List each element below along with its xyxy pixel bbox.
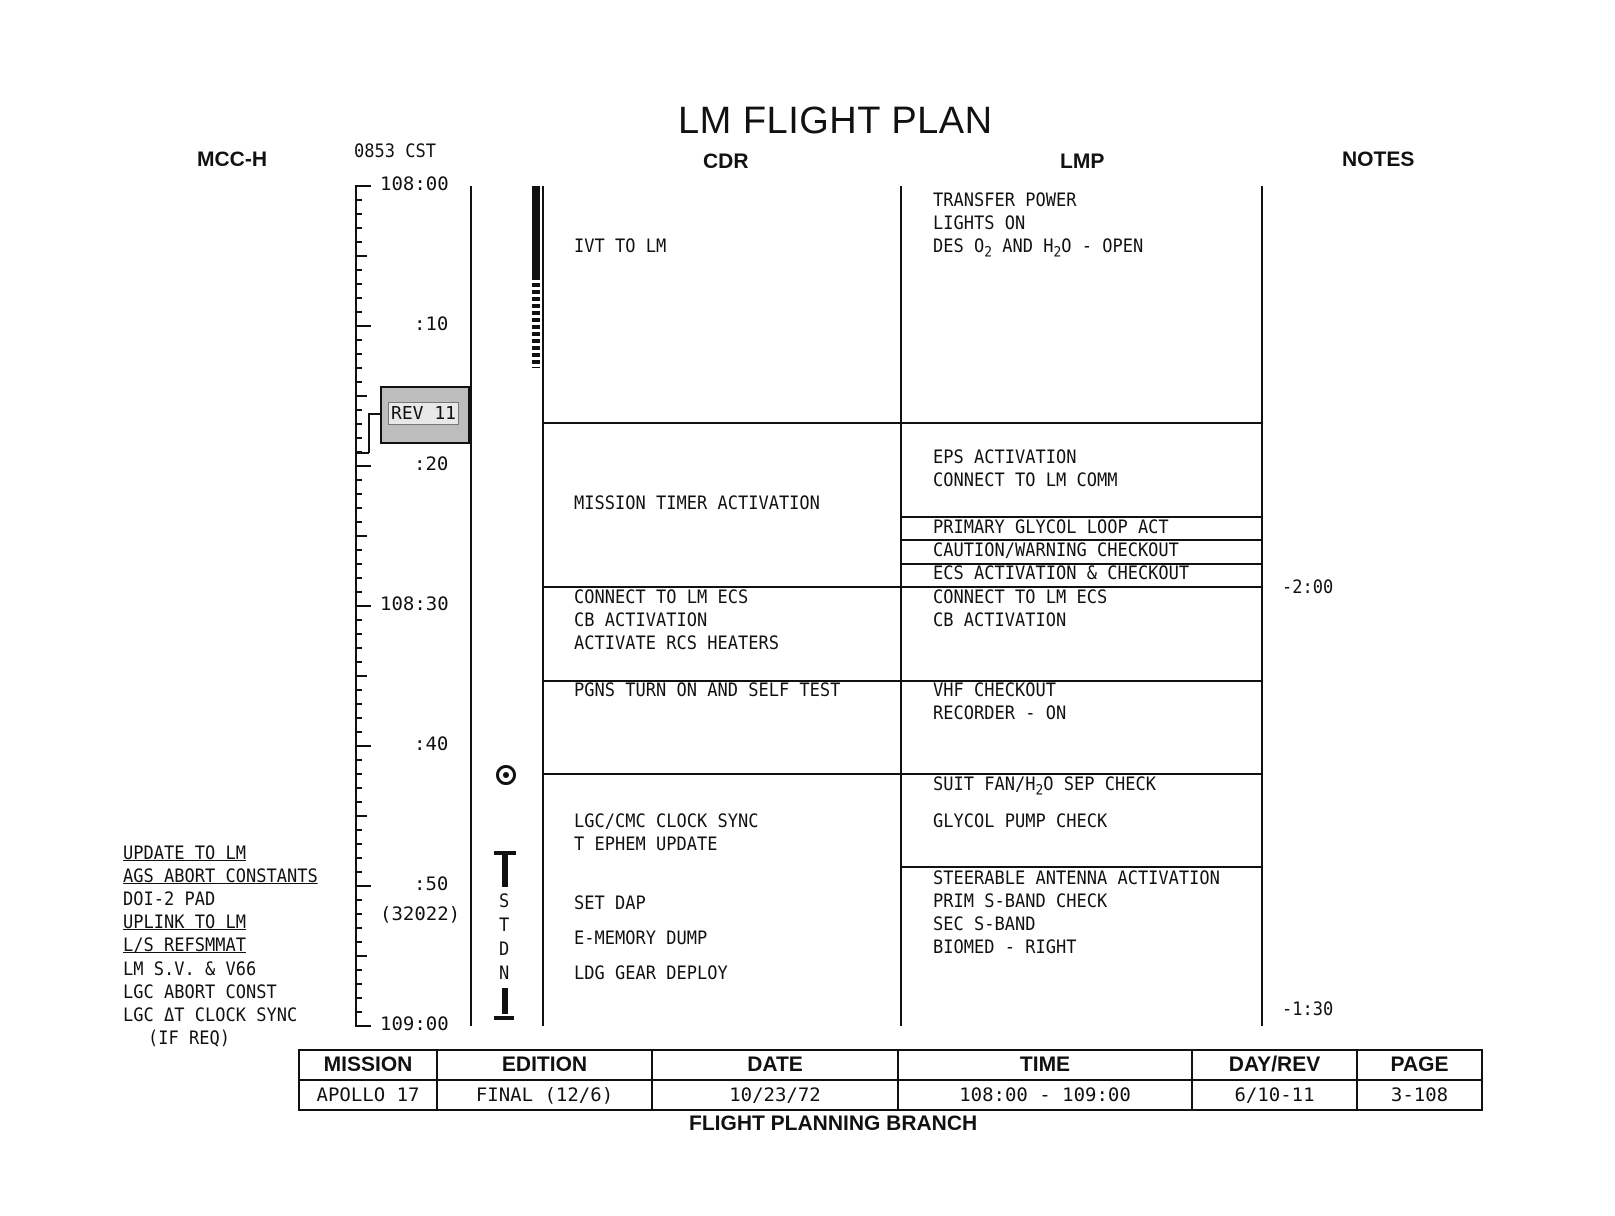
orbit-number: (32022) bbox=[380, 903, 461, 925]
time-tick bbox=[355, 423, 362, 425]
mcc-line-9: (IF REQ) bbox=[148, 1028, 230, 1049]
time-tick bbox=[355, 479, 362, 481]
time-tick bbox=[355, 241, 362, 243]
station-bar bbox=[502, 851, 508, 887]
footer-edition-header: EDITION bbox=[437, 1050, 652, 1080]
cdr-ldg-gear: LDG GEAR DEPLOY bbox=[574, 963, 728, 984]
lmp-transfer-power: TRANSFER POWER bbox=[933, 190, 1077, 211]
time-tick bbox=[355, 325, 371, 327]
footer-page-header: PAGE bbox=[1357, 1050, 1482, 1080]
cdr-connect-ecs: CONNECT TO LM ECS bbox=[574, 587, 749, 608]
lmp-glycol-loop: PRIMARY GLYCOL LOOP ACT bbox=[933, 517, 1169, 538]
lmp-vhf: VHF CHECKOUT bbox=[933, 680, 1056, 701]
lmp-biomed: BIOMED - RIGHT bbox=[933, 937, 1077, 958]
time-tick bbox=[355, 395, 367, 397]
rev-step-top bbox=[368, 413, 380, 415]
time-tick bbox=[355, 213, 362, 215]
footer-time-header: TIME bbox=[898, 1050, 1192, 1080]
mcc-line-2: AGS ABORT CONSTANTS bbox=[123, 866, 318, 887]
time-label-10: :10 bbox=[414, 313, 449, 335]
lmp-suit-line bbox=[933, 773, 1156, 803]
time-tick bbox=[355, 941, 362, 943]
lmp-suit-prefix: SUIT FAN/H bbox=[933, 774, 1036, 795]
lmp-des-suffix: O - OPEN bbox=[1061, 236, 1144, 257]
lmp-lights-on: LIGHTS ON bbox=[933, 213, 1026, 234]
footer-table bbox=[298, 1049, 1483, 1111]
cdr-lgc-sync: LGC/CMC CLOCK SYNC bbox=[574, 811, 759, 832]
footer-value-row bbox=[299, 1080, 1482, 1110]
lmp-comm: CONNECT TO LM COMM bbox=[933, 470, 1118, 491]
time-tick bbox=[355, 311, 362, 313]
time-label-40: :40 bbox=[414, 733, 449, 755]
time-tick bbox=[355, 367, 362, 369]
time-tick bbox=[355, 521, 362, 523]
row-divider-1 bbox=[542, 422, 1262, 424]
time-tick bbox=[355, 507, 362, 509]
mcc-header: MCC-H bbox=[197, 148, 267, 171]
time-tick bbox=[355, 955, 367, 957]
mcc-line-6: LM S.V. & V66 bbox=[123, 959, 257, 980]
time-tick bbox=[355, 563, 362, 565]
time-tick bbox=[355, 535, 367, 537]
time-tick bbox=[355, 185, 371, 187]
time-label-20: :20 bbox=[414, 453, 449, 475]
note-minus-2-00: -2:00 bbox=[1282, 577, 1334, 598]
time-tick bbox=[355, 437, 362, 439]
footer-mission-value: APOLLO 17 bbox=[299, 1080, 437, 1110]
note-minus-1-30: -1:30 bbox=[1282, 999, 1334, 1020]
lmp-prim-sband: PRIM S-BAND CHECK bbox=[933, 891, 1108, 912]
footer-branch: FLIGHT PLANNING BRANCH bbox=[689, 1112, 978, 1135]
time-tick bbox=[355, 829, 362, 831]
lmp-des-line bbox=[933, 235, 1143, 265]
time-tick bbox=[355, 297, 362, 299]
mcc-line-5: L/S REFSMMAT bbox=[123, 935, 246, 956]
footer-page-value: 3-108 bbox=[1357, 1080, 1482, 1110]
time-label-50: :50 bbox=[414, 873, 449, 895]
lmp-des-sub-h2: 2 bbox=[1053, 244, 1062, 261]
time-tick bbox=[355, 227, 362, 229]
time-tick bbox=[355, 927, 362, 929]
lmp-sec-sband: SEC S-BAND bbox=[933, 914, 1036, 935]
notes-header: NOTES bbox=[1342, 148, 1415, 171]
coverage-hatched-bar bbox=[532, 276, 540, 368]
time-tick bbox=[355, 633, 362, 635]
aos-marker-icon bbox=[496, 765, 516, 785]
lmp-des-sub-o2: 2 bbox=[984, 244, 993, 261]
time-tick bbox=[355, 913, 362, 915]
time-label-108-30: 108:30 bbox=[380, 593, 449, 615]
time-tick bbox=[355, 703, 362, 705]
rev-step-marker bbox=[368, 413, 370, 453]
time-tick bbox=[355, 969, 362, 971]
cdr-pgns: PGNS TURN ON AND SELF TEST bbox=[574, 680, 841, 701]
page-title: LM FLIGHT PLAN bbox=[678, 100, 993, 142]
time-tick bbox=[355, 1025, 371, 1027]
mcc-line-7: LGC ABORT CONST bbox=[123, 982, 277, 1003]
time-tick bbox=[355, 745, 371, 747]
lmp-cb-activation: CB ACTIVATION bbox=[933, 610, 1067, 631]
time-tick bbox=[355, 577, 362, 579]
time-tick bbox=[355, 843, 362, 845]
cst-time: 0853 CST bbox=[354, 141, 436, 162]
time-tick bbox=[355, 731, 362, 733]
station-bar-bottom bbox=[502, 988, 508, 1014]
mcc-line-1: UPDATE TO LM bbox=[123, 843, 246, 864]
time-tick bbox=[355, 619, 362, 621]
cdr-ephem: T EPHEM UPDATE bbox=[574, 834, 718, 855]
time-tick bbox=[355, 339, 362, 341]
cdr-column-left-line bbox=[542, 186, 544, 1026]
time-tick bbox=[355, 773, 362, 775]
time-tick bbox=[355, 675, 367, 677]
time-tick bbox=[355, 983, 362, 985]
time-tick bbox=[355, 759, 362, 761]
time-tick bbox=[355, 353, 362, 355]
time-tick bbox=[355, 717, 362, 719]
cdr-set-dap: SET DAP bbox=[574, 893, 646, 914]
time-tick bbox=[355, 199, 362, 201]
footer-date-value: 10/23/72 bbox=[652, 1080, 898, 1110]
time-tick bbox=[355, 647, 362, 649]
cdr-rcs-heaters: ACTIVATE RCS HEATERS bbox=[574, 633, 779, 654]
lmp-notes-divider bbox=[1261, 186, 1263, 1026]
time-tick bbox=[355, 815, 367, 817]
footer-dayrev-header: DAY/REV bbox=[1192, 1050, 1357, 1080]
station-letter-n: N bbox=[499, 963, 510, 984]
mcc-line-8: LGC ΔT CLOCK SYNC bbox=[123, 1005, 298, 1026]
lmp-suit-sub: 2 bbox=[1035, 782, 1044, 799]
footer-dayrev-value: 6/10-11 bbox=[1192, 1080, 1357, 1110]
lmp-connect-ecs: CONNECT TO LM ECS bbox=[933, 587, 1108, 608]
station-letter-s: S bbox=[499, 891, 510, 912]
lmp-ecs-act: ECS ACTIVATION & CHECKOUT bbox=[933, 563, 1190, 584]
footer-mission-header: MISSION bbox=[299, 1050, 437, 1080]
station-letter-t: T bbox=[499, 915, 510, 936]
time-tick bbox=[355, 801, 362, 803]
time-tick bbox=[355, 549, 362, 551]
lmp-recorder: RECORDER - ON bbox=[933, 703, 1067, 724]
time-tick bbox=[355, 787, 362, 789]
lmp-suit-suffix: O SEP CHECK bbox=[1043, 774, 1156, 795]
time-tick bbox=[355, 409, 362, 411]
cdr-ivt: IVT TO LM bbox=[574, 236, 667, 257]
cdr-mission-timer: MISSION TIMER ACTIVATION bbox=[574, 493, 820, 514]
cdr-emem: E-MEMORY DUMP bbox=[574, 928, 708, 949]
los-arrow-icon bbox=[494, 1016, 514, 1020]
lmp-antenna: STEERABLE ANTENNA ACTIVATION bbox=[933, 868, 1220, 889]
time-label-108-00: 108:00 bbox=[380, 173, 449, 195]
footer-header-row bbox=[299, 1050, 1482, 1080]
time-tick bbox=[355, 493, 362, 495]
footer-edition-value: FINAL (12/6) bbox=[437, 1080, 652, 1110]
cdr-lmp-divider bbox=[900, 186, 902, 1026]
lmp-eps: EPS ACTIVATION bbox=[933, 447, 1077, 468]
mcc-line-4: UPLINK TO LM bbox=[123, 912, 246, 933]
mcc-line-3: DOI-2 PAD bbox=[123, 889, 216, 910]
time-tick bbox=[355, 465, 371, 467]
time-tick bbox=[355, 899, 362, 901]
time-tick bbox=[355, 381, 362, 383]
time-tick bbox=[355, 885, 371, 887]
lmp-caution: CAUTION/WARNING CHECKOUT bbox=[933, 540, 1179, 561]
rev-box bbox=[380, 386, 470, 444]
time-tick bbox=[355, 1011, 362, 1013]
lmp-header: LMP bbox=[1060, 150, 1105, 173]
time-tick bbox=[355, 689, 362, 691]
station-column-left-line bbox=[470, 186, 472, 1026]
time-label-109-00: 109:00 bbox=[380, 1013, 449, 1035]
cdr-cb-activation: CB ACTIVATION bbox=[574, 610, 708, 631]
time-tick bbox=[355, 997, 362, 999]
lmp-des-mid: AND H bbox=[992, 236, 1054, 257]
time-tick bbox=[355, 661, 362, 663]
station-letter-d: D bbox=[499, 939, 510, 960]
time-tick bbox=[355, 269, 362, 271]
lmp-glycol-pump: GLYCOL PUMP CHECK bbox=[933, 811, 1108, 832]
rev-label: REV 11 bbox=[388, 402, 459, 425]
time-tick bbox=[355, 255, 367, 257]
rev-step-bottom bbox=[356, 452, 369, 454]
footer-time-value: 108:00 - 109:00 bbox=[898, 1080, 1192, 1110]
time-tick bbox=[355, 283, 362, 285]
time-tick bbox=[355, 591, 362, 593]
time-tick bbox=[355, 871, 362, 873]
footer-date-header: DATE bbox=[652, 1050, 898, 1080]
coverage-bar bbox=[532, 186, 540, 276]
time-tick bbox=[355, 605, 371, 607]
cdr-header: CDR bbox=[703, 150, 749, 173]
lmp-des-prefix: DES O bbox=[933, 236, 985, 257]
time-tick bbox=[355, 857, 362, 859]
